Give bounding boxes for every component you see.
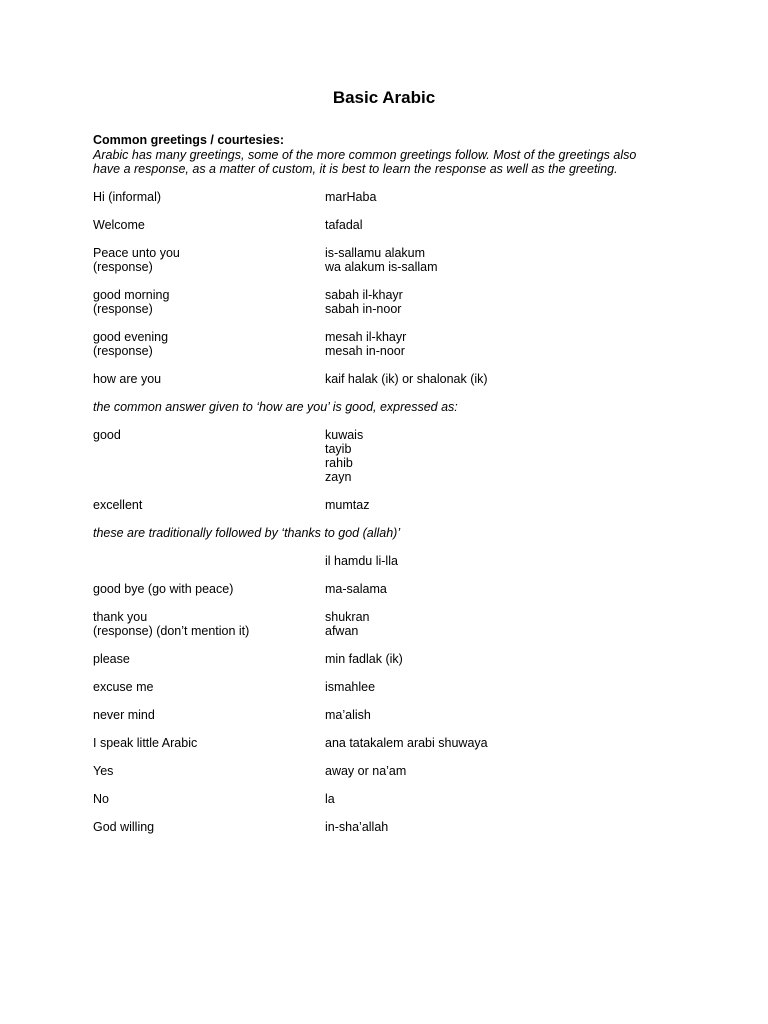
page-title: Basic Arabic xyxy=(332,88,436,107)
arabic-phrase: la xyxy=(325,792,335,806)
arabic-phrase: ma’alish xyxy=(325,708,371,722)
english-phrase: (response) (don’t mention it) xyxy=(93,624,250,638)
arabic-phrase: away or na’am xyxy=(325,764,407,778)
english-phrase: good xyxy=(93,428,121,442)
note-text: the common answer given to ‘how are you’ is good, expressed as: xyxy=(93,400,458,414)
arabic-phrase: ana tatakalem arabi shuwaya xyxy=(325,736,488,750)
english-phrase: Yes xyxy=(93,764,114,778)
arabic-phrase: il hamdu li-lla xyxy=(325,554,398,568)
note-text: these are traditionally followed by ‘thanks to god (allah)’ xyxy=(93,526,401,540)
english-phrase: Hi (informal) xyxy=(93,190,162,204)
arabic-phrase: kaif halak (ik) or shalonak (ik) xyxy=(325,372,488,386)
arabic-phrase: in-sha’allah xyxy=(325,820,389,834)
arabic-phrase: marHaba xyxy=(325,190,377,204)
intro-paragraph xyxy=(93,148,713,176)
english-phrase: (response) xyxy=(93,260,153,274)
arabic-phrase: shukran xyxy=(325,610,370,624)
arabic-phrase: wa alakum is-sallam xyxy=(325,260,438,274)
english-phrase: No xyxy=(93,792,109,806)
english-phrase: never mind xyxy=(93,708,155,722)
arabic-phrase: kuwais xyxy=(325,428,364,442)
english-phrase: excuse me xyxy=(93,680,154,694)
arabic-phrase: mumtaz xyxy=(325,498,370,512)
english-phrase: Peace unto you xyxy=(93,246,180,260)
arabic-phrase: tayib xyxy=(325,442,352,456)
intro-line: Arabic has many greetings, some of the more common greetings follow. Most of the greetings also xyxy=(93,148,637,162)
english-phrase: (response) xyxy=(93,344,153,358)
arabic-phrase: sabah in-noor xyxy=(325,302,402,316)
english-phrase: Welcome xyxy=(93,218,145,232)
arabic-phrase: tafadal xyxy=(325,218,363,232)
arabic-phrase: zayn xyxy=(325,470,352,484)
english-phrase: good morning xyxy=(93,288,170,302)
arabic-phrase: min fadlak (ik) xyxy=(325,652,403,666)
arabic-phrase: is-sallamu alakum xyxy=(325,246,426,260)
english-phrase: good bye (go with peace) xyxy=(93,582,234,596)
english-phrase: good evening xyxy=(93,330,169,344)
arabic-phrase: mesah il-khayr xyxy=(325,330,407,344)
english-phrase: excellent xyxy=(93,498,143,512)
english-phrase: thank you xyxy=(93,610,148,624)
english-phrase: please xyxy=(93,652,130,666)
arabic-phrase: mesah in-noor xyxy=(325,344,405,358)
arabic-phrase: afwan xyxy=(325,624,359,638)
intro-line: have a response, as a matter of custom, it is best to learn the response as well as the greeting. xyxy=(93,162,618,176)
arabic-phrase: rahib xyxy=(325,456,353,470)
arabic-phrase: ma-salama xyxy=(325,582,387,596)
english-phrase: (response) xyxy=(93,302,153,316)
english-phrase: God willing xyxy=(93,820,155,834)
arabic-phrase: sabah il-khayr xyxy=(325,288,403,302)
arabic-phrase: ismahlee xyxy=(325,680,376,694)
english-phrase: I speak little Arabic xyxy=(93,736,198,750)
english-phrase: how are you xyxy=(93,372,162,386)
section-heading: Common greetings / courtesies: xyxy=(93,133,285,147)
